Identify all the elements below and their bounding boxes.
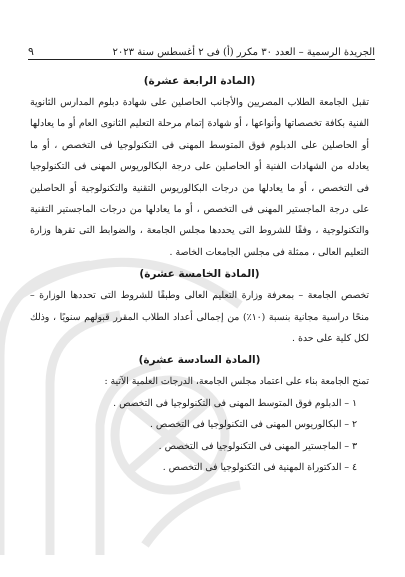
list-item: ٢ – البكالوريوس المهنى فى التكنولوجيا فى التخصص . [150, 419, 357, 431]
article-15-heading: (المادة الخامسة عشرة) [139, 268, 260, 281]
page-number: ٩ [28, 45, 34, 58]
list-item: ١ – الدبلوم فوق المتوسط المهنى فى التكنولوجيا فى التخصص . [113, 397, 357, 409]
list-item: ٣ – الماجستير المهنى فى التكنولوجيا فى التخصص . [158, 440, 357, 452]
gazette-title: الجريدة الرسمية – العدد ٣٠ مكرر (أ) فى ٢ أغسطس سنة ٢٠٢٣ [112, 47, 375, 58]
article-14 [30, 70, 369, 263]
article-16 [30, 349, 369, 478]
article-15-body: تخصص الجامعة – بمعرفة وزارة التعليم العالى وطبقًا للشروط التى تحددها الوزارة – منحًا دراسية مجانية بنسبة (١٠٪) من إجمالى أعداد الطلاب المقرر قبولهم سنويًا ، وذلك لكل كلية على حدة . [30, 290, 369, 345]
article-14-body: تقبل الجامعة الطلاب المصريين والأجانب الحاصلين على شهادة دبلوم المدارس الثانوية الفنية بكافة تخصصاتها وأنواعها ، أو شهادة إتمام مرحلة التعليم الثانوى العام أو ما يعادلها أو الحاصلين على الدبلوم فوق المتوسط المهنى فى التكنولوجيا فى التخصص ، أو ما يعادله من الشهادات الفنية أو الحاصلين على درجة البكالوريوس المهنى فى التكنولوجيا فى التخصص ، أو ما يعادلها من درجات البكالوريوس التقنية والتكنولوجية أو الحاصلين على درجة الماجستير المهنى فى التخصص ، أو ما يعادلها من درجات الماجستير التقنية والتكنولوجية ، وفقًا للشروط التى يحددها مجلس الجامعة ، والضوابط التى تقرها وزارة التعليم العالى ، ممثلة فى مجلس الجامعات الخاصة . [30, 97, 369, 258]
header-divider [28, 59, 375, 60]
article-14-heading: (المادة الرابعة عشرة) [143, 75, 256, 87]
article-15 [30, 263, 369, 349]
article-16-body: تمنح الجامعة بناء على اعتماد مجلس الجامعة، الدرجات العلمية الآتية : [104, 376, 369, 388]
list-item: ٤ – الدكتوراة المهنية فى التكنولوجيا فى التخصص . [162, 462, 357, 474]
document-content [30, 70, 369, 478]
page-header [28, 38, 375, 58]
article-16-heading: (المادة السادسة عشرة) [138, 354, 261, 367]
degrees-list [30, 393, 369, 479]
